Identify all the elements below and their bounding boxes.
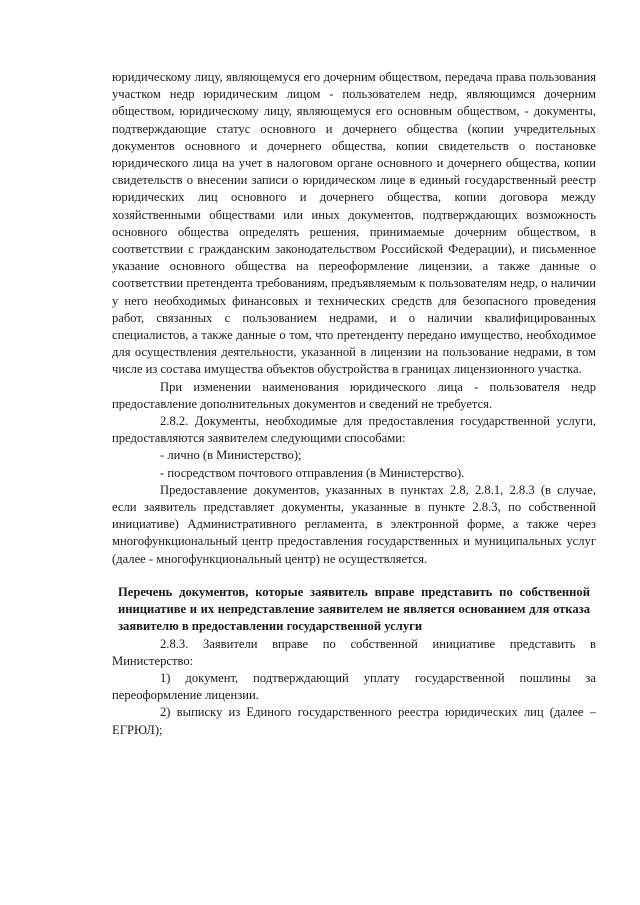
document-body xyxy=(112,69,596,739)
list-item-egrul-extract: 2) выписку из Единого государственного реестра юридических лиц (далее – ЕГРЮЛ); xyxy=(112,705,596,737)
list-item-by-post: - посредством почтового отправления (в Министерство). xyxy=(160,465,465,480)
list-item-fee-document: 1) документ, подтверждающий уплату государственной пошлины за переоформление лицензии. xyxy=(112,670,596,703)
list-item-in-person: - лично (в Министерство); xyxy=(160,448,302,463)
paragraph-2-8-3: 2.8.3. Заявители вправе по собственной инициативе представить в Министерство: xyxy=(112,636,596,668)
paragraph-continuation: юридическому лицу, являющемуся его дочерним обществом, передача права пользования участком недр юридическим лицом - пользователем недр, являющимся дочерним обществом, юридическому лицу, являющемуся его основным обществом, - документы, подтверждающие статус основного и дочернего общества (копии учредительных документов основного и дочернего общества, копии свидетельств о постановке юридического лица на учет в налоговом органе основного и дочернего общества, копии свидетельств о внесении записи о юридическом лице в единый государственный реестр юридических лиц основного и дочернего общества, копии договора между хозяйственными обществами или иных документов, подтверждающих возможность основного общества определять решения, принимаемые дочерним обществом, в соответствии с гражданским законодательством Российской Федерации), и письменное указание основного общества на переоформление лицензии, а также данные о соответствии претендента требованиям, предъявляемым к пользователям недр, о наличии у него необходимых финансовых и технических средств для безопасного проведения работ, связанных с пользованием недрами, и о наличии квалифицированных специалистов, а также данные о том, что претенденту передано имущество, необходимое для осуществления деятельности, указанной в лицензии на пользование недрами, в том числе из состава имущества объектов обустройства в границах лицензионного участка. xyxy=(112,70,596,377)
section-heading: Перечень документов, которые заявитель вправе представить по собственной инициативе и их непредставление заявителем не является основанием для отказа заявителю в предоставлении государственной услуги xyxy=(118,584,590,634)
paragraph-electronic-form: Предоставление документов, указанных в пунктах 2.8, 2.8.1, 2.8.3 (в случае, если заявитель представляет документы, указанные в пункте 2.8.3, по собственной инициативе) Административного регламента, в электронной форме, а также через многофункциональный центр предоставления государственных и муниципальных услуг (далее - многофункциональный центр) не осуществляется. xyxy=(112,482,596,566)
paragraph-2-8-2: 2.8.2. Документы, необходимые для предоставления государственной услуги, предоставляются заявителем следующими способами: xyxy=(112,414,596,446)
paragraph-name-change: При изменении наименования юридического лица - пользователя недр предоставление дополнительных документов и сведений не требуется. xyxy=(112,379,596,411)
